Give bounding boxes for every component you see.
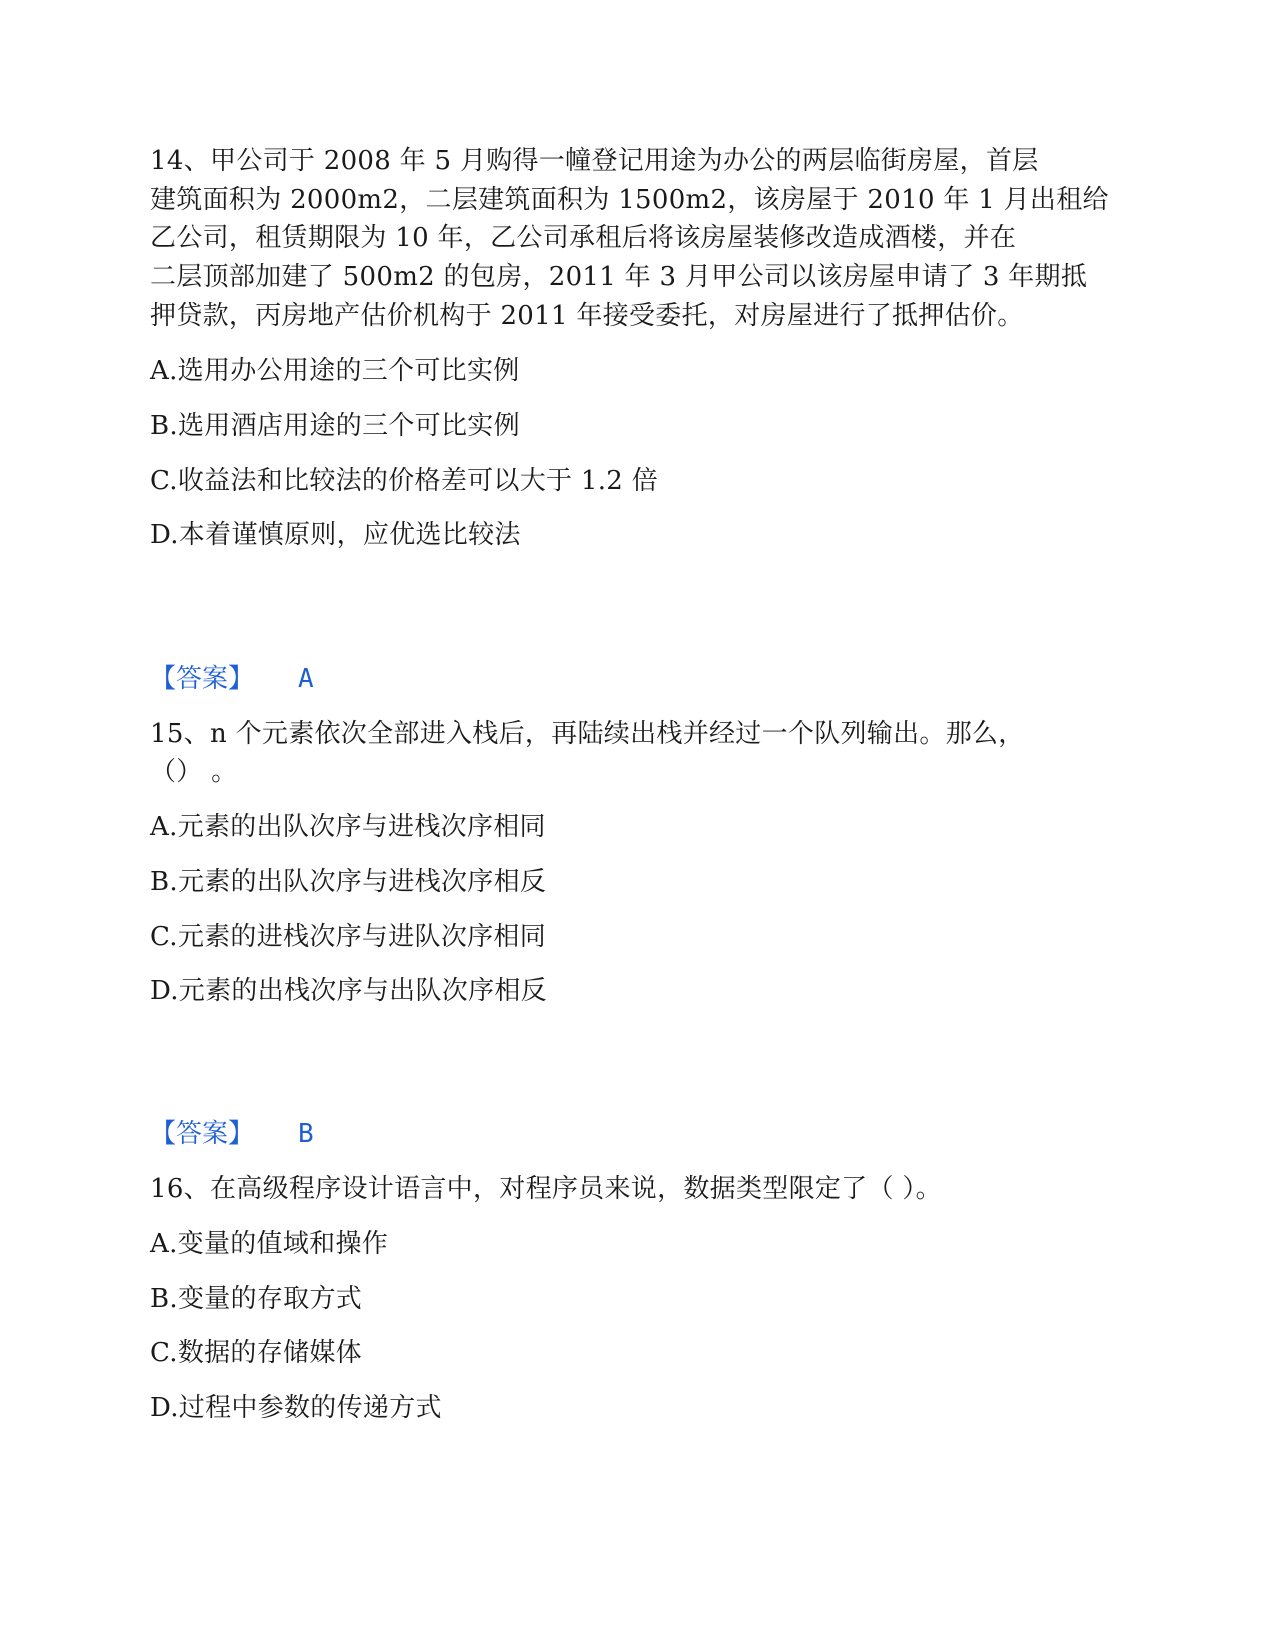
answer-line: [150, 1119, 314, 1149]
question-stem-line: 押贷款，丙房地产估价机构于 2011 年接受委托，对房屋进行了抵押估价。: [150, 301, 1024, 331]
option-d: D.本着谨慎原则，应优选比较法: [150, 520, 521, 550]
answer-tag: 【答案】: [150, 664, 255, 694]
option-b: B.元素的出队次序与进栈次序相反: [150, 867, 547, 897]
answer-value: B: [298, 1119, 314, 1149]
option-a: A.选用办公用途的三个可比实例: [150, 356, 520, 386]
option-c: C.数据的存储媒体: [150, 1338, 362, 1368]
question-stem-line: 14、甲公司于 2008 年 5 月购得一幢登记用途为办公的两层临街房屋，首层: [150, 146, 1039, 176]
answer-tag: 【答案】: [150, 1119, 255, 1149]
option-d: D.元素的出栈次序与出队次序相反: [150, 976, 547, 1006]
option-a: A.元素的出队次序与进栈次序相同: [150, 812, 546, 842]
option-d: D.过程中参数的传递方式: [150, 1393, 442, 1423]
option-b: B.变量的存取方式: [150, 1284, 363, 1314]
option-c: C.元素的进栈次序与进队次序相同: [150, 922, 547, 952]
answer-value: A: [298, 664, 314, 694]
option-a: A.变量的值域和操作: [150, 1229, 389, 1259]
question-stem-line: （） 。: [150, 757, 238, 787]
question-stem-line: 二层顶部加建了 500m2 的包房，2011 年 3 月甲公司以该房屋申请了 3 年期抵: [150, 262, 1088, 292]
answer-line: [150, 664, 314, 694]
option-b: B.选用酒店用途的三个可比实例: [150, 411, 520, 441]
question-stem-line: 乙公司，租赁期限为 10 年，乙公司承租后将该房屋装修改造成酒楼，并在: [150, 223, 1017, 253]
question-stem-line: 15、n 个元素依次全部进入栈后，再陆续出栈并经过一个队列输出。那么，: [150, 719, 1025, 749]
option-c: C.收益法和比较法的价格差可以大于 1.2 倍: [150, 466, 659, 496]
question-stem-line: 16、在高级程序设计语言中，对程序员来说，数据类型限定了（ ）。: [150, 1174, 942, 1204]
question-stem-line: 建筑面积为 2000m2，二层建筑面积为 1500m2，该房屋于 2010 年 1 月出租给: [150, 185, 1109, 215]
